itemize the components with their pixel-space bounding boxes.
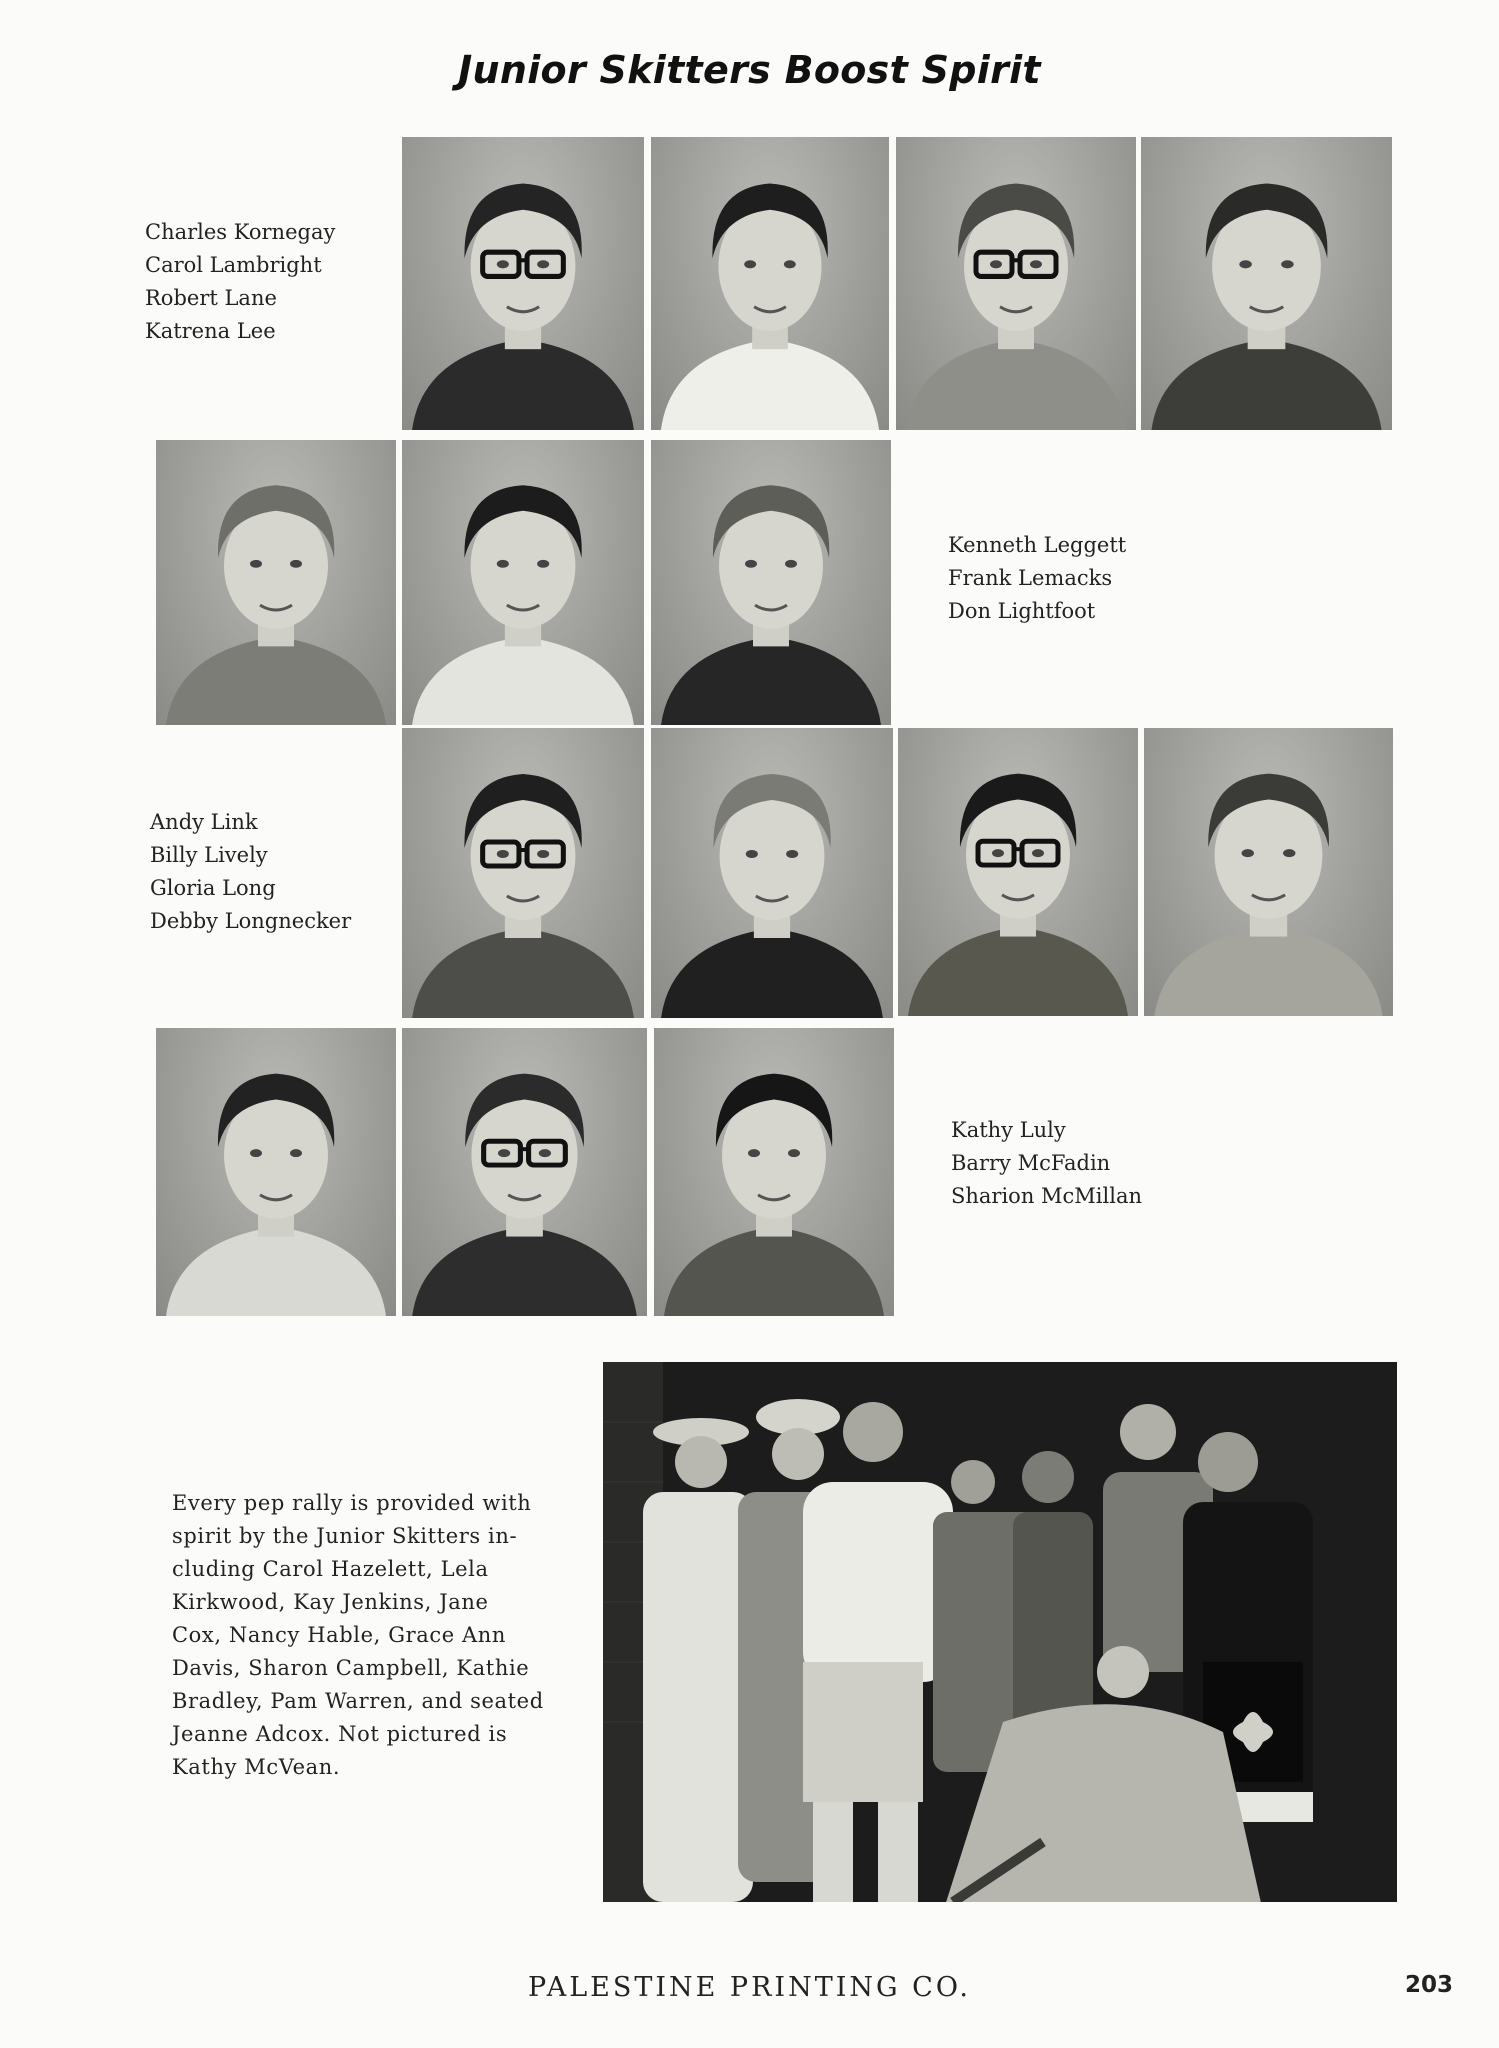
row-1-names (145, 216, 335, 348)
student-name: Billy Lively (150, 843, 268, 867)
group-photo-image (603, 1362, 1397, 1902)
row-4-names (951, 1114, 1142, 1213)
student-portrait (651, 137, 889, 430)
student-name: Kathy Luly (951, 1118, 1066, 1142)
student-portrait (402, 137, 644, 430)
student-portrait (1144, 728, 1393, 1016)
student-name: Gloria Long (150, 876, 276, 900)
printer-credit: PALESTINE PRINTING CO. (528, 1972, 971, 2003)
student-name: Debby Longnecker (150, 909, 352, 933)
student-portrait (156, 1028, 396, 1316)
student-name: Frank Lemacks (948, 566, 1113, 590)
student-portrait (156, 440, 396, 725)
student-portrait (402, 728, 644, 1018)
student-portrait (654, 1028, 894, 1316)
student-name: Carol Lambright (145, 253, 322, 277)
student-name: Charles Kornegay (145, 220, 336, 244)
student-name: Katrena Lee (145, 319, 276, 343)
student-portrait (1141, 137, 1392, 430)
row-3-names (150, 806, 351, 938)
student-name: Robert Lane (145, 286, 277, 310)
student-portrait (896, 137, 1136, 430)
student-portrait (651, 440, 891, 725)
student-name: Sharion McMillan (951, 1184, 1142, 1208)
student-portrait (402, 440, 644, 725)
group-photo (603, 1362, 1397, 1902)
page-number: 203 (1405, 1972, 1454, 1998)
student-name: Don Lightfoot (948, 599, 1096, 623)
group-photo-caption: Every pep rally is provided with spirit by the Junior Skitters in- cluding Carol Hazelett, Lela Kirkwood, Kay Jenkins, Jane Cox, Nancy Hable, Grace Ann Davis, Sharon Campbell, Kathie Bradley, Pam Warren, and seated Jeanne Adcox. Not pictured is Kathy McVean. (172, 1491, 544, 1779)
student-portrait (651, 728, 893, 1018)
page-title: Junior Skitters Boost Spirit (458, 48, 1041, 92)
student-name: Andy Link (150, 810, 258, 834)
student-name: Barry McFadin (951, 1151, 1111, 1175)
student-name: Kenneth Leggett (948, 533, 1127, 557)
student-portrait (898, 728, 1138, 1016)
student-portrait (402, 1028, 647, 1316)
row-2-names (948, 529, 1126, 628)
